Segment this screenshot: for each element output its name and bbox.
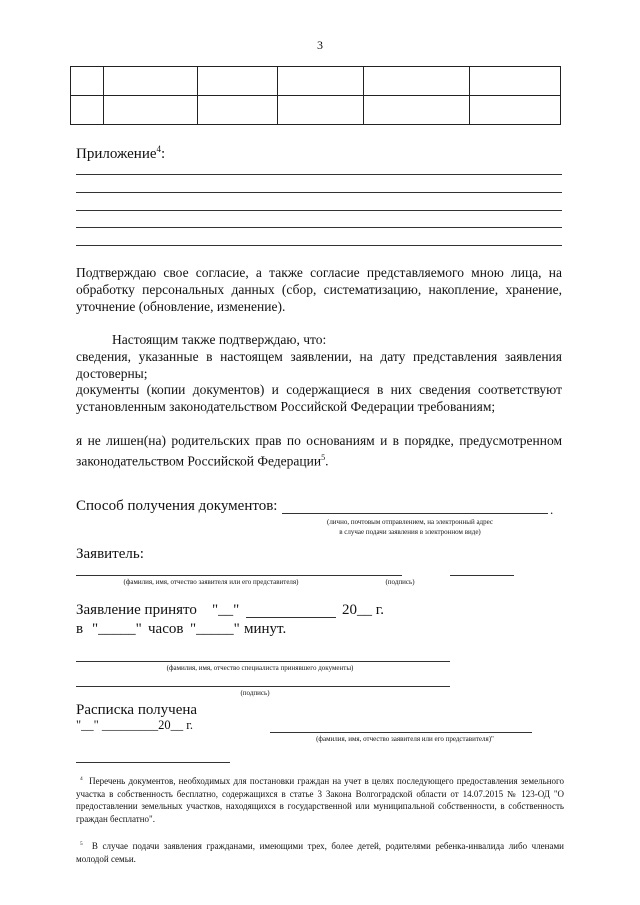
accepted-hours: "_____" [92,621,142,637]
table-row [71,96,561,125]
specialist-sign-line [76,686,450,687]
confirm-item-3-text: я не лишен(на) родительских прав по основаниям и в порядке, предусмотренном законодательством Российской Федерации [76,433,562,469]
table-cell [364,96,470,125]
footnote-5-mark: 5 [80,841,83,847]
table-cell [278,96,364,125]
accepted-day: "__" [212,602,240,618]
table-cell [198,67,278,96]
footnote-separator [76,762,230,763]
accepted-at: в [76,621,84,637]
table-row [71,67,561,96]
confirm-item-3-end: . [325,453,329,469]
receipt-name-caption: (фамилия, имя, отчество заявителя или его представителя)" [316,735,494,743]
table-cell [364,67,470,96]
accepted-month-line [246,617,336,618]
delivery-hint-line-2: в случае подачи заявления в электронном виде) [339,528,481,536]
table-cell [278,67,364,96]
attachment-heading [76,144,165,163]
accepted-year: 20__ г. [342,602,384,618]
applicant-label: Заявитель: [76,546,144,562]
applicant-sign-line [450,575,514,576]
confirm-item-3 [76,432,562,470]
specialist-name-line [76,661,450,662]
attachment-line-3 [76,210,562,211]
table-cell [104,67,198,96]
accepted-prefix: Заявление принято [76,602,197,618]
table-cell [104,96,198,125]
footnote-5 [76,838,564,865]
attachment-line-4 [76,227,562,228]
delivery-dot: . [550,502,554,517]
delivery-hint [250,517,570,537]
attachment-label: Приложение [76,146,157,162]
applicant-sign-caption: (подпись) [385,578,415,586]
consent-paragraph: Подтверждаю свое согласие, а также согласие представляемого мною лица, на обработку персональных данных (сбор, систематизацию, накопление, хранение, уточнение (обновление, изменение). [76,265,562,314]
delivery-input-line [282,513,548,514]
confirm-item-2: документы (копии документов) и содержащиеся в них сведения соответствуют установленным законодательством Российской Федерации требованиям; [76,382,562,414]
continuation-table [70,66,561,125]
receipt-name-line [270,732,532,733]
table-cell [470,67,561,96]
footnote-4-mark: 4 [80,776,83,782]
specialist-name-caption: (фамилия, имя, отчество специалиста принявшего документы) [166,664,354,672]
footnote-mark-4: 4 [156,144,162,154]
attachment-colon: : [161,146,166,162]
applicant-name-caption: (фамилия, имя, отчество заявителя или его представителя) [123,578,299,586]
footnote-4-text: Перечень документов, необходимых для постановки граждан на учет в целях последующего предоставления земельного участка в собственность бесплатно, содержащихся в статье 3 Закона Волгоградской области от 14.07.2015 № 123-ОД "О предоставлении земельных участков, находящихся в государственной или муниципальной собственности, в собственность граждан бесплатно". [76,776,564,824]
delivery-label: Способ получения документов: [76,498,278,514]
confirm-item-1: сведения, указанные в настоящем заявлении, на дату представления заявления достоверны; [76,349,562,381]
page-number: 3 [317,38,323,52]
specialist-sign-caption: (подпись) [240,689,270,697]
table-cell [71,96,104,125]
delivery-hint-line-1: (лично, почтовым отправлением, на электронный адрес [326,518,494,526]
confirm-intro: Настоящим также подтверждаю, что: [112,332,327,347]
footnote-4 [76,773,564,825]
attachment-line-2 [76,192,562,193]
accepted-minutes-label: минут. [244,621,287,637]
attachment-line-5 [76,245,562,246]
table-cell [198,96,278,125]
footnote-5-text: В случае подачи заявления гражданами, имеющими трех, более детей, родителями ребенка-инвалида либо членами молодой семьи. [76,841,565,864]
receipt-label: Расписка получена [76,702,198,718]
accepted-hours-label: часов [148,621,184,637]
attachment-line-1 [76,174,562,175]
receipt-date: "__" _________20__ г. [76,718,194,732]
footnote-mark-5: 5 [321,453,326,462]
accepted-minutes: "_____" [190,621,240,637]
table-cell [470,96,561,125]
table-cell [71,67,104,96]
applicant-name-line [76,575,402,576]
